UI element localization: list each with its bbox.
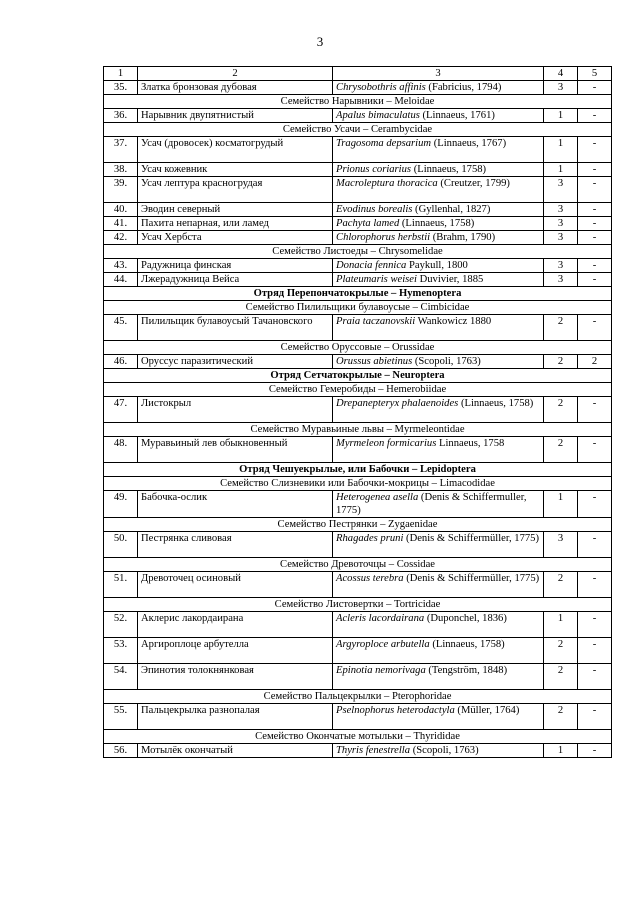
latin-name-cell: [333, 315, 544, 341]
table-row: [104, 137, 612, 163]
order-heading: Отряд Чешуекрылые, или Бабочки – Lepidoptera: [104, 463, 612, 477]
category-value: 3: [544, 231, 578, 245]
latin-name-cell: [333, 217, 544, 231]
row-number: 52.: [104, 612, 138, 638]
row-number: 48.: [104, 437, 138, 463]
family-row: [104, 383, 612, 397]
status-value: -: [578, 397, 612, 423]
category-value: 1: [544, 491, 578, 518]
order-heading: Отряд Сетчатокрылые – Neuroptera: [104, 369, 612, 383]
table-row: [104, 704, 612, 730]
authority: Wankowicz 1880: [415, 316, 492, 327]
status-value: -: [578, 203, 612, 217]
table-row: [104, 163, 612, 177]
table-row: [104, 638, 612, 664]
category-value: 3: [544, 259, 578, 273]
latin-name: Chrysobothris affinis: [336, 82, 426, 93]
status-value: -: [578, 177, 612, 203]
latin-name-cell: [333, 612, 544, 638]
family-row: [104, 301, 612, 315]
status-value: -: [578, 273, 612, 287]
table-row: [104, 355, 612, 369]
authority: (Linnaeus, 1758): [458, 398, 534, 409]
authority: Paykull, 1800: [406, 260, 468, 271]
table-row: [104, 231, 612, 245]
authority: (Linnaeus, 1758): [399, 218, 475, 229]
family-row: [104, 423, 612, 437]
status-value: -: [578, 137, 612, 163]
column-header-row: [104, 67, 612, 81]
latin-name-cell: [333, 163, 544, 177]
russian-name: Муравьиный лев обыкновенный: [138, 437, 333, 463]
status-value: -: [578, 315, 612, 341]
row-number: 37.: [104, 137, 138, 163]
category-value: 1: [544, 109, 578, 123]
authority: (Linnaeus, 1761): [419, 110, 495, 121]
table-row: [104, 612, 612, 638]
latin-name: Chlorophorus herbstii: [336, 232, 431, 243]
category-value: 2: [544, 315, 578, 341]
row-number: 53.: [104, 638, 138, 664]
latin-name-cell: [333, 704, 544, 730]
table-row: [104, 203, 612, 217]
latin-name-cell: [333, 259, 544, 273]
latin-name-cell: [333, 109, 544, 123]
family-row: [104, 341, 612, 355]
family-row: [104, 558, 612, 572]
column-header-latin-name: 3: [333, 67, 544, 81]
authority: (Denis & Schiffermüller, 1775): [403, 573, 540, 584]
status-value: -: [578, 259, 612, 273]
russian-name: Радужница финская: [138, 259, 333, 273]
row-number: 41.: [104, 217, 138, 231]
latin-name-cell: [333, 437, 544, 463]
authority: Linnaeus, 1758: [436, 438, 505, 449]
page-number: 3: [316, 34, 324, 49]
table-row: [104, 177, 612, 203]
family-heading: Семейство Листовертки – Tortricidae: [104, 598, 612, 612]
latin-name: Pachyta lamed: [336, 218, 400, 229]
category-value: 3: [544, 203, 578, 217]
latin-name-cell: [333, 231, 544, 245]
status-value: -: [578, 231, 612, 245]
category-value: 3: [544, 273, 578, 287]
column-header-number: 1: [104, 67, 138, 81]
latin-name-cell: [333, 273, 544, 287]
authority: (Linnaeus, 1758): [429, 639, 505, 650]
family-row: [104, 690, 612, 704]
status-value: -: [578, 217, 612, 231]
species-table: [103, 66, 612, 758]
authority: (Duponchel, 1836): [424, 613, 507, 624]
status-value: 2: [578, 355, 612, 369]
row-number: 50.: [104, 532, 138, 558]
order-heading: Отряд Перепончатокрылые – Hymenoptera: [104, 287, 612, 301]
russian-name: Эводин северный: [138, 203, 333, 217]
russian-name: Пальцекрылка разнопалая: [138, 704, 333, 730]
category-value: 1: [544, 137, 578, 163]
family-heading: Семейство Пестрянки – Zygaenidae: [104, 518, 612, 532]
latin-name-cell: [333, 664, 544, 690]
authority: (Scopoli, 1763): [410, 745, 479, 756]
russian-name: Усач лептура красногрудая: [138, 177, 333, 203]
latin-name: Acleris lacordairana: [336, 613, 425, 624]
latin-name: Drepanepteryx phalaenoides: [336, 398, 459, 409]
table-row: [104, 217, 612, 231]
category-value: 1: [544, 612, 578, 638]
table-row: [104, 532, 612, 558]
authority: (Creutzer, 1799): [437, 178, 510, 189]
latin-name: Apalus bimaculatus: [336, 110, 420, 121]
authority: (Fabricius, 1794): [425, 82, 502, 93]
latin-name-cell: [333, 355, 544, 369]
russian-name: Аклерис лакордаирана: [138, 612, 333, 638]
latin-name: Pselnophorus heterodactyla: [336, 705, 455, 716]
authority: (Scopoli, 1763): [412, 356, 481, 367]
order-row: [104, 287, 612, 301]
status-value: -: [578, 704, 612, 730]
status-value: -: [578, 572, 612, 598]
authority: (Linnaeus, 1767): [431, 138, 507, 149]
latin-name: Tragosoma depsarium: [336, 138, 432, 149]
row-number: 49.: [104, 491, 138, 518]
column-header-russian-name: 2: [138, 67, 333, 81]
latin-name: Acossus terebra: [336, 573, 404, 584]
russian-name: Усач (дровосек) косматогрудый: [138, 137, 333, 163]
family-row: [104, 730, 612, 744]
authority: (Müller, 1764): [454, 705, 520, 716]
latin-name-cell: [333, 744, 544, 758]
latin-name-cell: [333, 81, 544, 95]
category-value: 2: [544, 397, 578, 423]
category-value: 3: [544, 532, 578, 558]
status-value: -: [578, 532, 612, 558]
table-row: [104, 315, 612, 341]
status-value: -: [578, 638, 612, 664]
authority: (Linnaeus, 1758): [411, 164, 487, 175]
family-row: [104, 245, 612, 259]
latin-name-cell: [333, 491, 544, 518]
category-value: 1: [544, 163, 578, 177]
family-heading: Семейство Нарывники – Meloidae: [104, 95, 612, 109]
russian-name: Златка бронзовая дубовая: [138, 81, 333, 95]
authority: (Denis & Schiffermuller, 1775): [336, 492, 527, 516]
status-value: -: [578, 664, 612, 690]
table-row: [104, 491, 612, 518]
russian-name: Усач кожевник: [138, 163, 333, 177]
latin-name: Myrmeleon formicarius: [336, 438, 437, 449]
category-value: 2: [544, 664, 578, 690]
family-heading: Семейство Пилильщики булавоусые – Cimbicidae: [104, 301, 612, 315]
latin-name: Orussus abietinus: [336, 356, 413, 367]
category-value: 3: [544, 177, 578, 203]
russian-name: Аргироплоце арбутелла: [138, 638, 333, 664]
authority: (Gyllenhal, 1827): [412, 204, 491, 215]
column-header-status: 5: [578, 67, 612, 81]
status-value: -: [578, 612, 612, 638]
latin-name: Praia taczanovskii: [336, 316, 416, 327]
family-heading: Семейство Листоеды – Chrysomelidae: [104, 245, 612, 259]
family-heading: Семейство Оруссовые – Orussidae: [104, 341, 612, 355]
status-value: -: [578, 491, 612, 518]
table-row: [104, 437, 612, 463]
row-number: 54.: [104, 664, 138, 690]
row-number: 56.: [104, 744, 138, 758]
family-heading: Семейство Пальцекрылки – Pterophoridae: [104, 690, 612, 704]
authority: Duvivier, 1885: [416, 274, 484, 285]
family-heading: Семейство Древоточцы – Cossidae: [104, 558, 612, 572]
row-number: 44.: [104, 273, 138, 287]
authority: (Tengström, 1848): [425, 665, 508, 676]
latin-name: Epinotia nemorivaga: [336, 665, 426, 676]
table-row: [104, 397, 612, 423]
category-value: 3: [544, 81, 578, 95]
category-value: 2: [544, 638, 578, 664]
latin-name-cell: [333, 137, 544, 163]
table-row: [104, 572, 612, 598]
order-row: [104, 463, 612, 477]
russian-name: Пилильщик булавоусый Тачановского: [138, 315, 333, 341]
russian-name: Оруссус паразитический: [138, 355, 333, 369]
russian-name: Нарывник двупятнистый: [138, 109, 333, 123]
russian-name: Древоточец осиновый: [138, 572, 333, 598]
latin-name: Plateumaris weisei: [336, 274, 417, 285]
table-row: [104, 664, 612, 690]
latin-name-cell: [333, 572, 544, 598]
row-number: 39.: [104, 177, 138, 203]
family-row: [104, 477, 612, 491]
authority: (Denis & Schiffermüller, 1775): [403, 533, 539, 544]
authority: (Brahm, 1790): [430, 232, 496, 243]
latin-name: Evodinus borealis: [336, 204, 413, 215]
russian-name: Эпинотия толокнянковая: [138, 664, 333, 690]
family-row: [104, 95, 612, 109]
status-value: -: [578, 437, 612, 463]
order-row: [104, 369, 612, 383]
row-number: 47.: [104, 397, 138, 423]
russian-name: Листокрыл: [138, 397, 333, 423]
row-number: 55.: [104, 704, 138, 730]
latin-name: Rhagades pruni: [336, 533, 404, 544]
family-heading: Семейство Усачи – Cerambycidae: [104, 123, 612, 137]
russian-name: Лжерадужница Вейса: [138, 273, 333, 287]
row-number: 35.: [104, 81, 138, 95]
category-value: 2: [544, 572, 578, 598]
russian-name: Бабочка-ослик: [138, 491, 333, 518]
latin-name-cell: [333, 203, 544, 217]
family-heading: Семейство Слизневики или Бабочки-мокрицы – Limacodidae: [104, 477, 612, 491]
status-value: -: [578, 744, 612, 758]
latin-name: Argyroploce arbutella: [336, 639, 430, 650]
row-number: 43.: [104, 259, 138, 273]
russian-name: Мотылёк окончатый: [138, 744, 333, 758]
latin-name: Thyris fenestrella: [336, 745, 411, 756]
status-value: -: [578, 163, 612, 177]
table-row: [104, 273, 612, 287]
category-value: 2: [544, 437, 578, 463]
latin-name-cell: [333, 638, 544, 664]
row-number: 38.: [104, 163, 138, 177]
row-number: 46.: [104, 355, 138, 369]
row-number: 40.: [104, 203, 138, 217]
russian-name: Усач Хербста: [138, 231, 333, 245]
status-value: -: [578, 109, 612, 123]
latin-name: Donacia fennica: [336, 260, 407, 271]
category-value: 1: [544, 744, 578, 758]
family-row: [104, 518, 612, 532]
status-value: -: [578, 81, 612, 95]
latin-name-cell: [333, 532, 544, 558]
row-number: 42.: [104, 231, 138, 245]
latin-name: Prionus coriarius: [336, 164, 412, 175]
latin-name-cell: [333, 177, 544, 203]
family-row: [104, 598, 612, 612]
row-number: 45.: [104, 315, 138, 341]
category-value: 3: [544, 217, 578, 231]
table-row: [104, 259, 612, 273]
family-heading: Семейство Окончатые мотыльки – Thyrididae: [104, 730, 612, 744]
family-heading: Семейство Муравьиные львы – Myrmeleontidae: [104, 423, 612, 437]
russian-name: Пахита непарная, или ламед: [138, 217, 333, 231]
family-row: [104, 123, 612, 137]
russian-name: Пестрянка сливовая: [138, 532, 333, 558]
row-number: 36.: [104, 109, 138, 123]
category-value: 2: [544, 704, 578, 730]
row-number: 51.: [104, 572, 138, 598]
category-value: 2: [544, 355, 578, 369]
latin-name: Heterogenea asella: [336, 492, 419, 503]
latin-name-cell: [333, 397, 544, 423]
latin-name: Macroleptura thoracica: [336, 178, 438, 189]
table-row: [104, 744, 612, 758]
table-row: [104, 81, 612, 95]
column-header-category: 4: [544, 67, 578, 81]
family-heading: Семейство Гемеробиды – Hemerobiidae: [104, 383, 612, 397]
table-row: [104, 109, 612, 123]
